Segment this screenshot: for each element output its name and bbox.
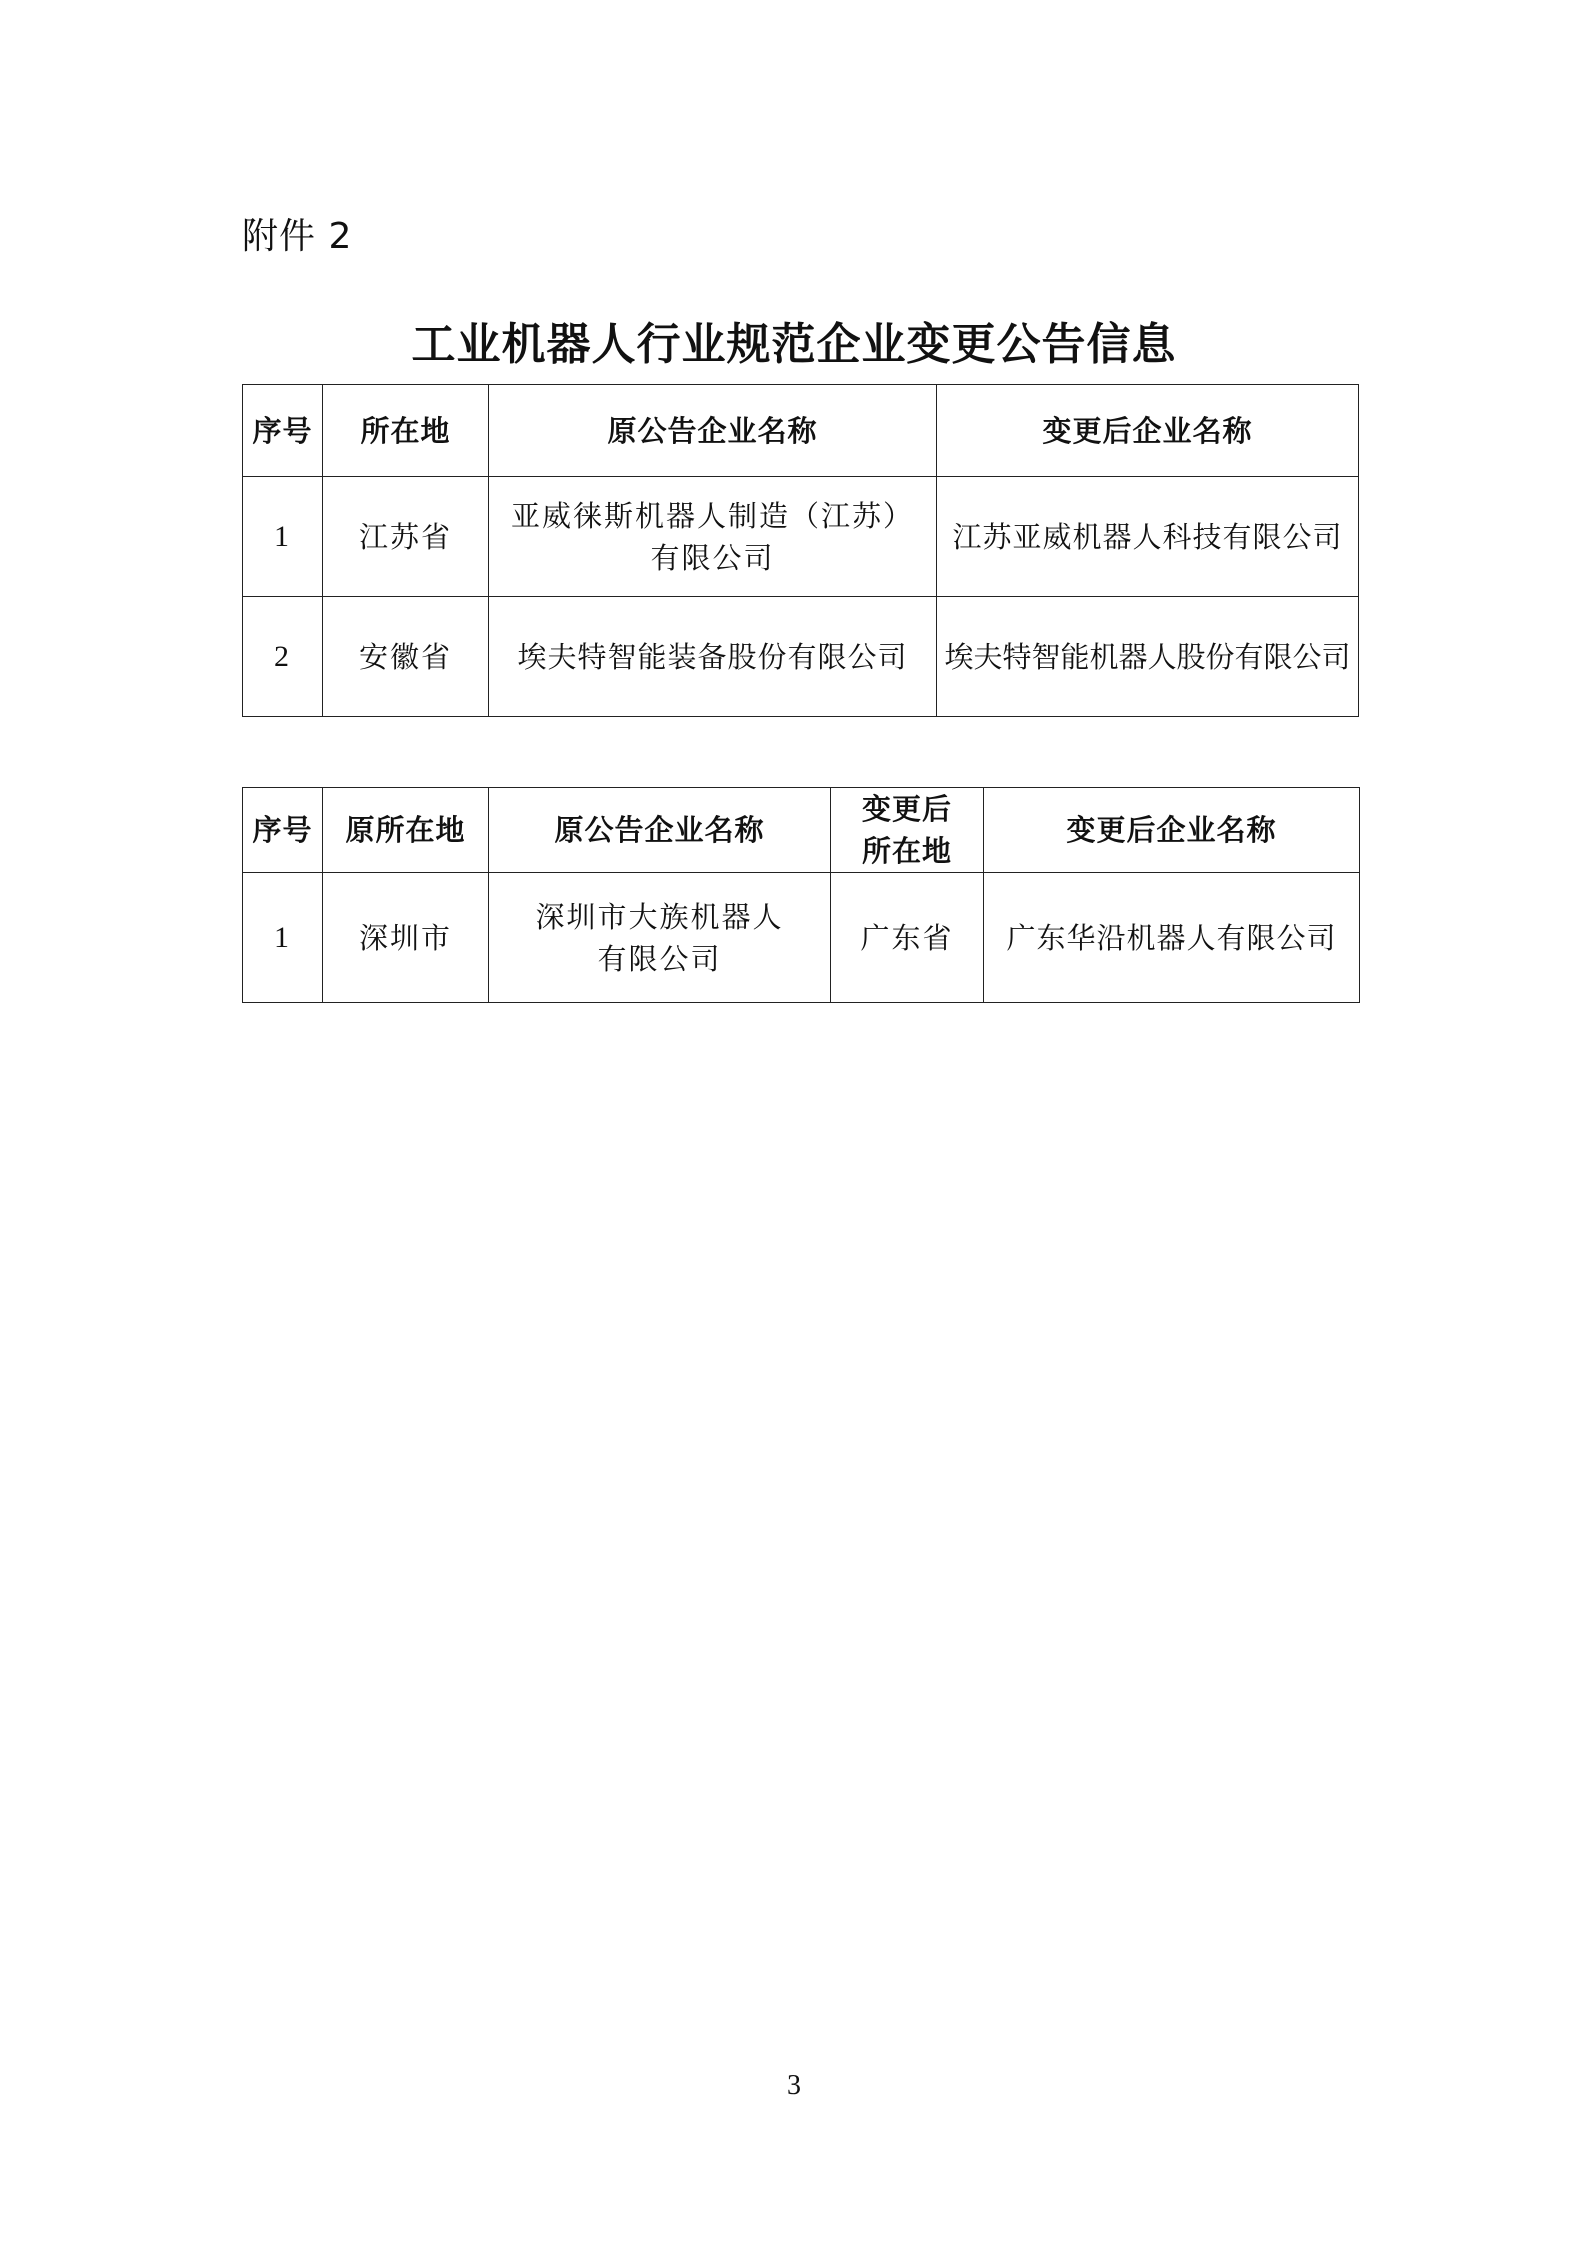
header-new-location-line: 所在地 [861,834,952,868]
document-title: 工业机器人行业规范企业变更公告信息 [411,319,1177,370]
header-serial-number: 序号 [243,788,323,873]
header-serial-number: 序号 [243,385,323,477]
header-new-company-name: 变更后企业名称 [937,385,1359,477]
company-relocation-table [242,787,1360,1003]
original-name-line: 深圳市大族机器人 [535,899,784,934]
table-row [243,597,1359,717]
original-name-line: 有限公司 [597,941,722,976]
cell-new-location: 广东省 [831,873,984,1003]
table-row [243,873,1360,1003]
header-original-company-name: 原公告企业名称 [489,788,831,873]
header-new-location-line: 变更后 [861,792,952,826]
cell-serial-number: 2 [243,597,323,717]
cell-original-company-name [489,873,831,1003]
table-header-row [243,788,1360,873]
cell-original-company-name [489,597,937,717]
cell-original-location: 深圳市 [323,873,489,1003]
header-new-location [831,788,984,873]
table-row [243,477,1359,597]
original-name-line: 埃夫特智能装备股份有限公司 [517,639,908,674]
page-number: 3 [787,2070,801,2101]
cell-original-company-name [489,477,937,597]
table-header-row [243,385,1359,477]
header-location: 所在地 [323,385,489,477]
cell-serial-number: 1 [243,477,323,597]
cell-new-company-name: 埃夫特智能机器人股份有限公司 [937,597,1359,717]
original-name-line: 亚威徕斯机器人制造（江苏） [510,498,914,533]
cell-serial-number: 1 [243,873,323,1003]
attachment-label: 附件 2 [242,216,353,257]
original-name-line: 有限公司 [650,540,775,575]
header-original-location: 原所在地 [323,788,489,873]
company-rename-table [242,384,1359,717]
header-new-company-name: 变更后企业名称 [984,788,1360,873]
cell-new-company-name: 江苏亚威机器人科技有限公司 [937,477,1359,597]
cell-location: 江苏省 [323,477,489,597]
cell-new-company-name: 广东华沿机器人有限公司 [984,873,1360,1003]
cell-location: 安徽省 [323,597,489,717]
header-original-company-name: 原公告企业名称 [489,385,937,477]
